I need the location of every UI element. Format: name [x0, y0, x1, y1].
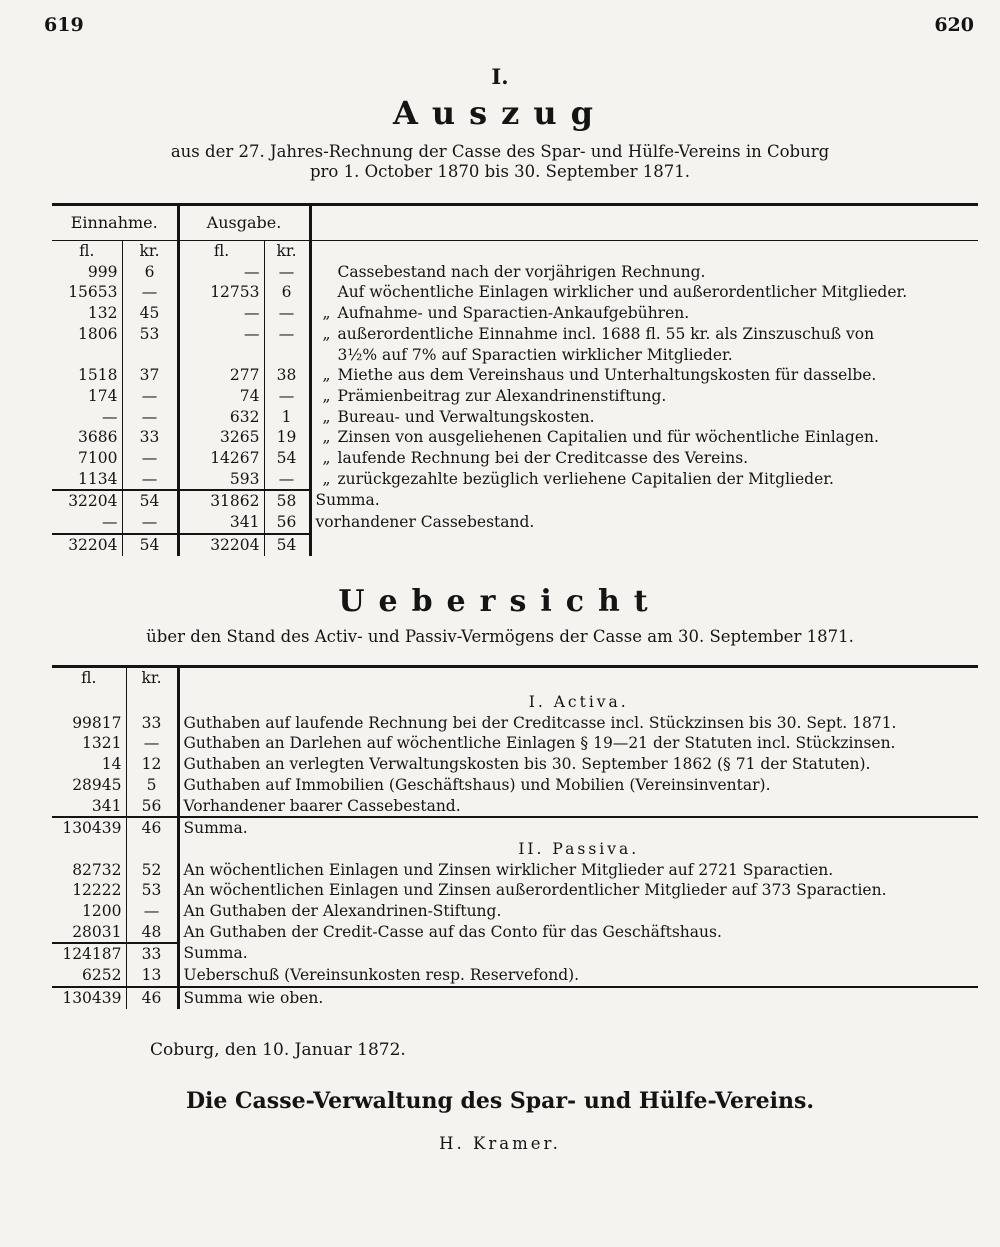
table-row: 1518 37 277 38 „ Miethe aus dem Vereinshaus und Unterhaltungskosten für dasselbe.: [52, 365, 978, 386]
row-text: Vorhandener baarer Cassebestand.: [183, 796, 461, 815]
cash-row: — — 341 56 vorhandener Cassebestand.: [52, 512, 978, 534]
subtitle-2: über den Stand des Activ- und Passiv-Vermögens der Casse am 30. September 1871.: [146, 627, 854, 646]
table-row: 174 — 74 — „ Prämienbeitrag zur Alexandrinenstiftung.: [52, 386, 978, 407]
heading-number: I.: [491, 64, 509, 89]
table-row: 99817 33 Guthaben auf laufende Rechnung bei der Creditcasse incl. Stückzinsen bis 30. Sept. 1871.: [52, 713, 978, 734]
table-row: 15653 — 12753 6 Auf wöchentliche Einlagen wirklicher und außerordentlicher Mitglieder.: [52, 282, 978, 303]
row-text: laufende Rechnung bei der Creditcasse des Vereins.: [337, 449, 749, 468]
table-row: 7100 — 14267 54 „ laufende Rechnung bei der Creditcasse des Vereins.: [52, 448, 978, 469]
passiva-heading-row: [52, 839, 978, 860]
table-row: 132 45 — — „ Aufnahme- und Sparactien-Ankaufgebühren.: [52, 303, 978, 324]
row-text: 3½% auf 7% auf Sparactien wirklicher Mitglieder.: [337, 345, 733, 364]
table-row: [52, 345, 978, 366]
table-row: 999 6 — — Cassebestand nach der vorjährigen Rechnung.: [52, 262, 978, 283]
ditto-mark: „: [322, 407, 331, 426]
table-row: 1321 — Guthaben an Darlehen auf wöchentliche Einlagen § 19—21 der Statuten incl. Stückzinsen.: [52, 733, 978, 754]
row-text: Prämienbeitrag zur Alexandrinenstiftung.: [337, 386, 667, 405]
unit-row: fl. kr. fl. kr.: [52, 241, 978, 262]
row-text: Guthaben an verlegten Verwaltungskosten bis 30. September 1862 (§ 71 der Statuten).: [183, 755, 871, 774]
balance-table: [52, 665, 978, 1009]
row-text: außerordentliche Einnahme incl. 1688 fl. 55 kr. als Zinszuschuß von: [337, 324, 875, 343]
row-text: zurückgezahlte bezüglich verliehene Capitalien der Mitglieder.: [337, 469, 834, 488]
table-row: 3686 33 3265 19 „ Zinsen von ausgeliehenen Capitalien und für wöchentliche Einlagen.: [52, 427, 978, 448]
header-expense: Ausgabe.: [178, 205, 310, 241]
row-text: An Guthaben der Credit-Casse auf das Conto für das Geschäftshaus.: [183, 922, 722, 941]
ditto-mark: „: [322, 428, 331, 447]
page-number-right: 620: [934, 14, 974, 36]
row-text: Zinsen von ausgeliehenen Capitalien und für wöchentliche Einlagen.: [337, 428, 879, 447]
row-text: Guthaben auf laufende Rechnung bei der Creditcasse incl. Stückzinsen bis 30. Sept. 1871.: [183, 713, 897, 732]
passiva-heading: II. Passiva.: [518, 839, 640, 858]
ditto-mark: „: [322, 304, 331, 323]
row-text: Cassebestand nach der vorjährigen Rechnung.: [337, 262, 706, 281]
row-text: Auf wöchentliche Einlagen wirklicher und außerordentlicher Mitglieder.: [337, 283, 908, 302]
row-text: An Guthaben der Alexandrinen-Stiftung.: [183, 902, 502, 921]
title-2: Uebersicht: [338, 584, 662, 619]
row-text: An wöchentlichen Einlagen und Zinsen wirklicher Mitglieder auf 2721 Sparactien.: [183, 860, 834, 879]
surplus-row: 6252 13 Ueberschuß (Vereinsunkosten resp. Reservefond).: [52, 965, 978, 987]
total-row: 32204 54 32204 54: [52, 534, 978, 556]
table-row: 1200 — An Guthaben der Alexandrinen-Stiftung.: [52, 901, 978, 922]
row-text: Bureau- und Verwaltungskosten.: [337, 407, 595, 426]
activa-sum-row: 130439 46 Summa.: [52, 817, 978, 839]
row-text: Guthaben an Darlehen auf wöchentliche Einlagen § 19—21 der Statuten incl. Stückzinsen.: [183, 734, 896, 753]
table-row: 14 12 Guthaben an verlegten Verwaltungskosten bis 30. September 1862 (§ 71 der Statuten).: [52, 754, 978, 775]
ditto-mark: „: [322, 366, 331, 385]
activa-heading: I. Activa.: [528, 693, 629, 711]
place-date: Coburg, den 10. Januar 1872.: [150, 1040, 406, 1060]
row-text: Guthaben auf Immobilien (Geschäftshaus) und Mobilien (Vereinsinventar).: [183, 775, 771, 794]
sum-row: 32204 54 31862 58 Summa.: [52, 490, 978, 512]
subtitle-line-2: pro 1. October 1870 bis 30. September 1871.: [309, 162, 691, 181]
table-header-row: [52, 205, 978, 241]
table-row: 1806 53 — — „ außerordentliche Einnahme incl. 1688 fl. 55 kr. als Zinszuschuß von: [52, 324, 978, 345]
title: Auszug: [393, 94, 607, 132]
ditto-mark: „: [322, 469, 331, 488]
table-row: 341 56 Vorhandener baarer Cassebestand.: [52, 796, 978, 818]
table-row: 1134 — 593 — „ zurückgezahlte bezüglich verliehene Capitalien der Mitglieder.: [52, 469, 978, 491]
row-text: An wöchentlichen Einlagen und Zinsen außerordentlicher Mitglieder auf 373 Sparactien.: [183, 881, 887, 900]
row-text: Miethe aus dem Vereinshaus und Unterhaltungskosten für dasselbe.: [337, 366, 877, 385]
ditto-mark: „: [322, 386, 331, 405]
ditto-mark: „: [322, 449, 331, 468]
account-table: [52, 203, 978, 556]
ditto-mark: „: [322, 324, 331, 343]
total-row-2: 130439 46 Summa wie oben.: [52, 987, 978, 1009]
signer: H. Kramer.: [439, 1134, 561, 1153]
table-row: 82732 52 An wöchentlichen Einlagen und Zinsen wirklicher Mitglieder auf 2721 Sparactien.: [52, 860, 978, 881]
row-text: Aufnahme- und Sparactien-Ankaufgebühren.: [337, 304, 690, 323]
page-number-left: 619: [44, 14, 84, 36]
signature-line: Die Casse-Verwaltung des Spar- und Hülfe-Vereins.: [185, 1088, 815, 1114]
table-row: — — 632 1 „ Bureau- und Verwaltungskosten.: [52, 407, 978, 428]
subtitle-line-1: aus der 27. Jahres-Rechnung der Casse des Spar- und Hülfe-Vereins in Coburg: [170, 142, 830, 161]
table-row: 28945 5 Guthaben auf Immobilien (Geschäftshaus) und Mobilien (Vereinsinventar).: [52, 775, 978, 796]
activa-heading-row: [52, 692, 978, 713]
passiva-sum-row: 124187 33 Summa.: [52, 943, 978, 965]
table-row: 12222 53 An wöchentlichen Einlagen und Zinsen außerordentlicher Mitglieder auf 373 Sparactien.: [52, 880, 978, 901]
unit-row-2: fl. kr.: [52, 667, 978, 693]
table-row: 28031 48 An Guthaben der Credit-Casse auf das Conto für das Geschäftshaus.: [52, 922, 978, 944]
header-income: Einnahme.: [52, 205, 178, 241]
